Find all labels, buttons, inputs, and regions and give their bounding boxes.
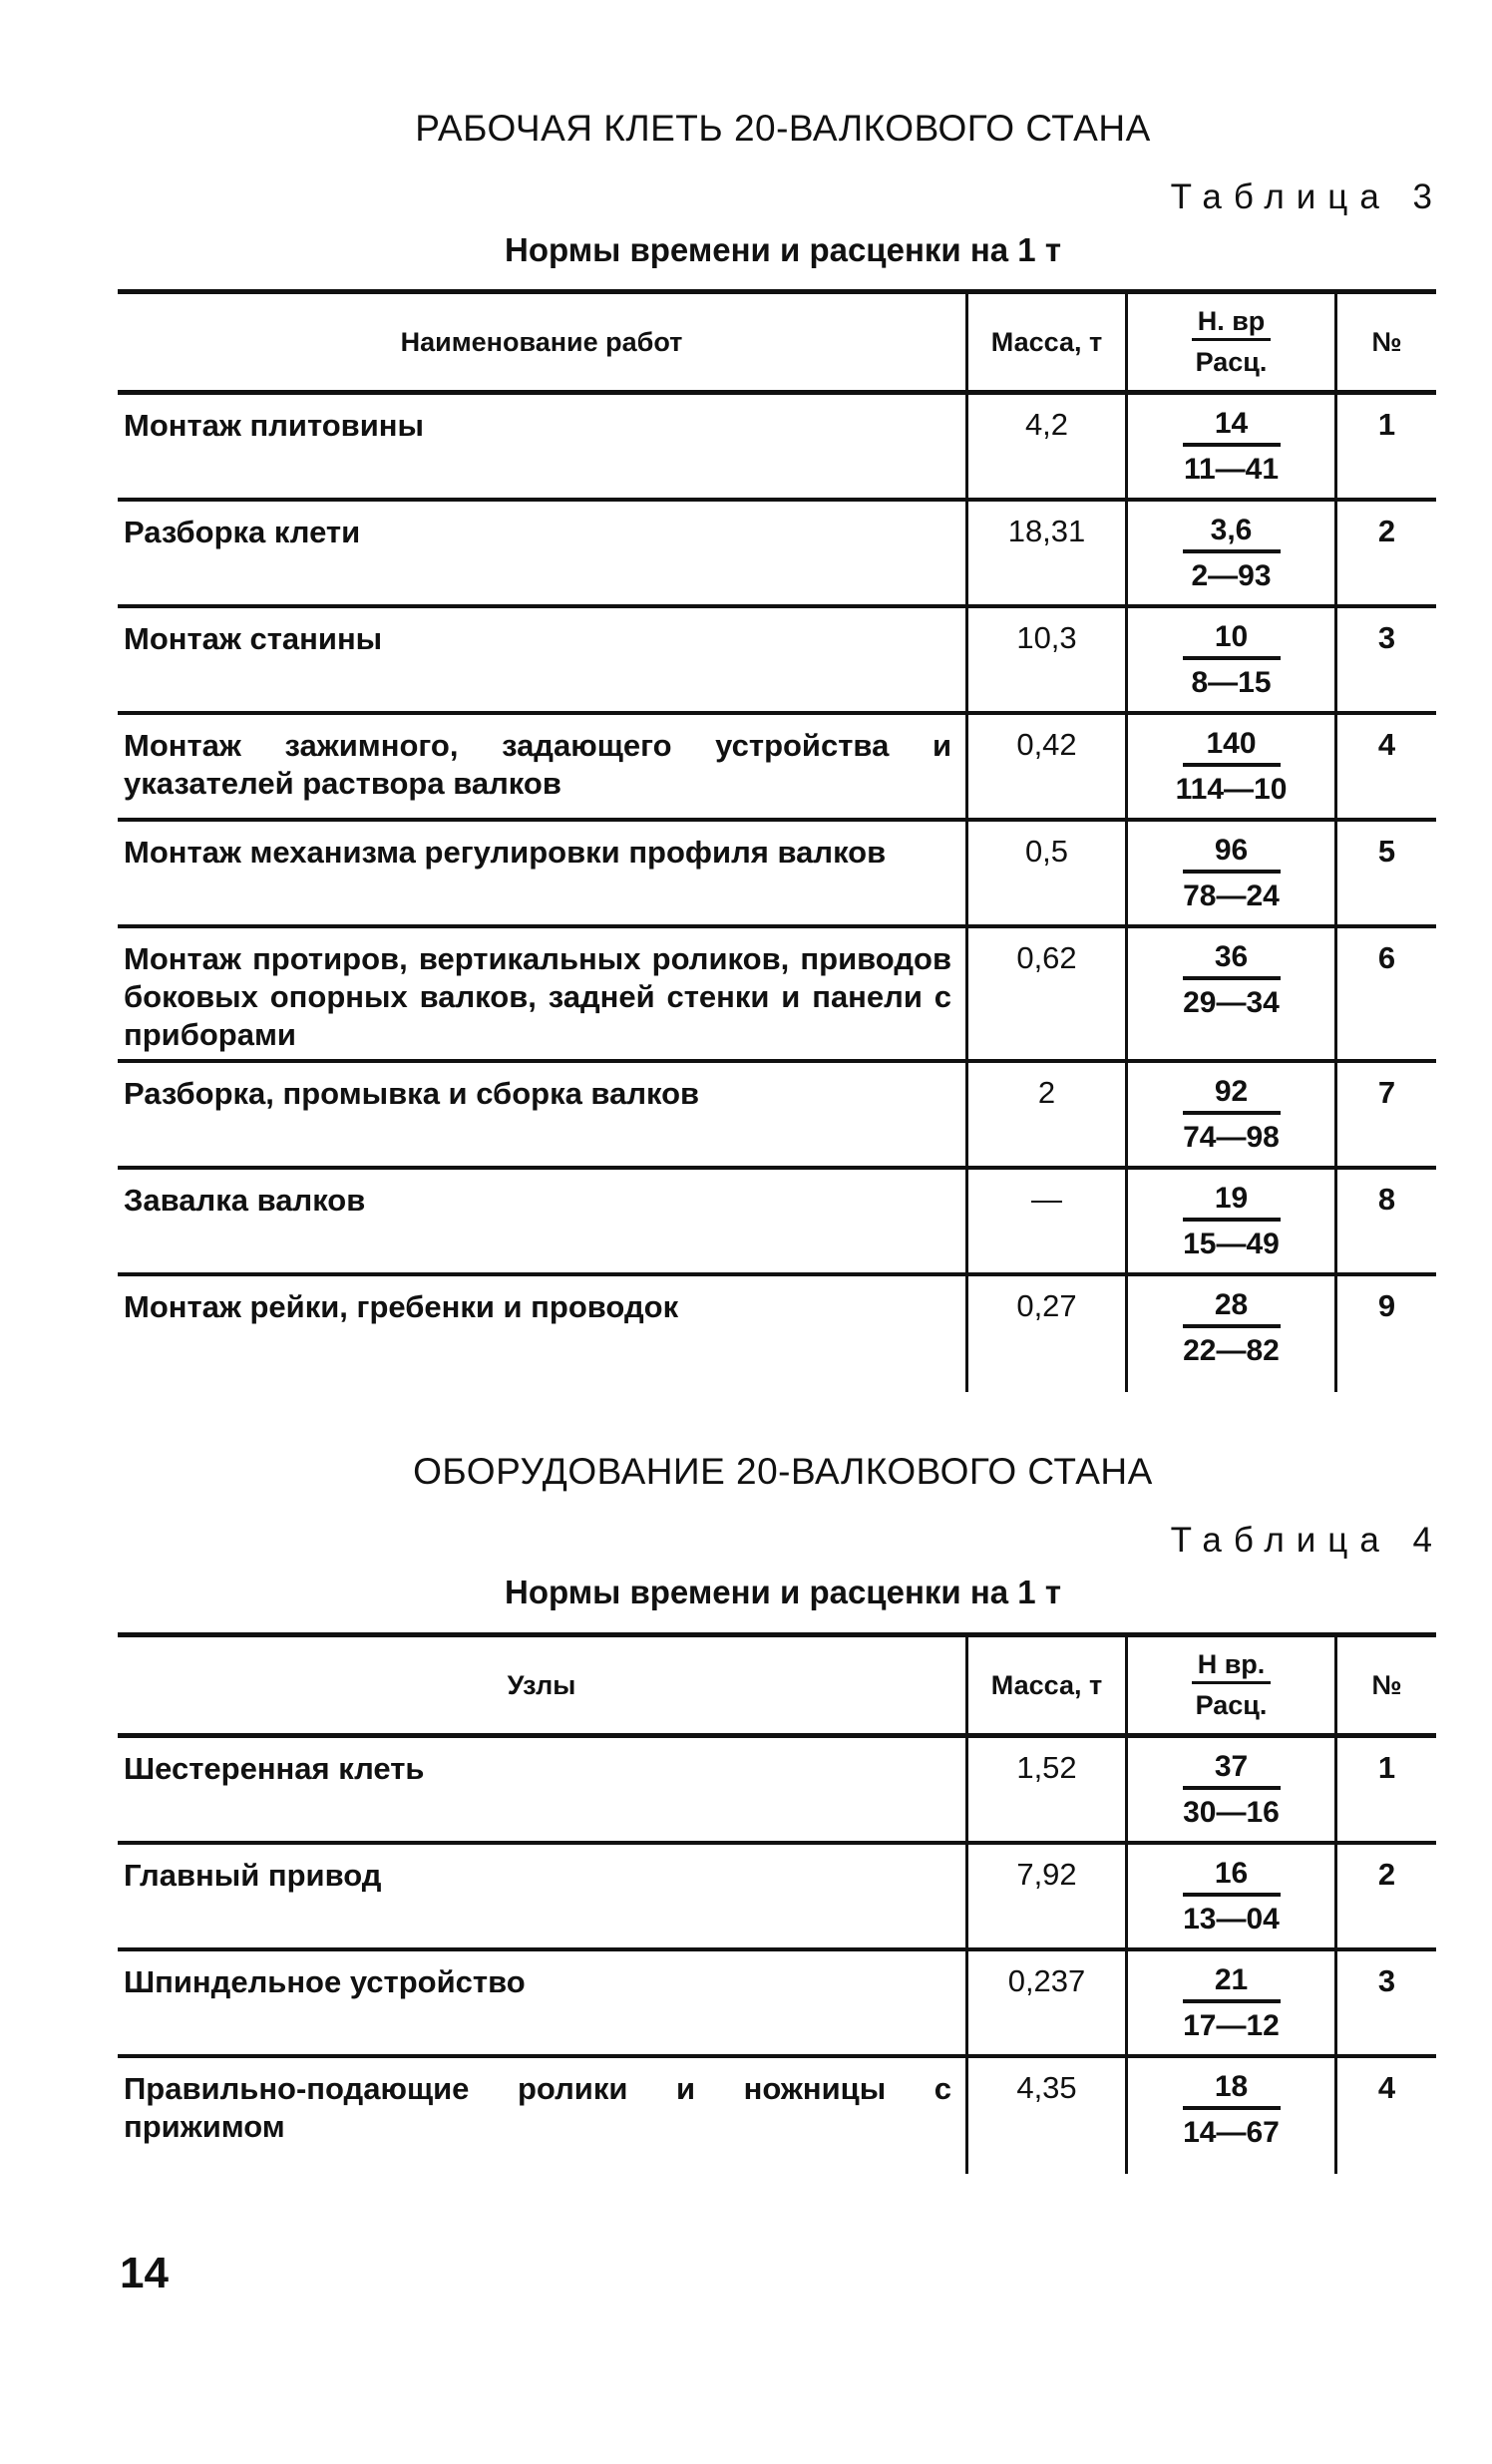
table-3-header [118,289,1436,395]
row-mass: 0,5 [965,822,1125,924]
row-number: 5 [1334,822,1436,924]
row-number: 8 [1334,1170,1436,1272]
row-norm-rate [1125,822,1334,924]
row-work-name: Монтаж механизма регулировки профиля валков [124,835,887,870]
row-norm-time: 36 [1183,938,1281,980]
row-work-name: Монтаж протиров, вертикальных роликов, приводов боковых опорных валков, задней стенки и панели с приборами [124,941,951,1052]
table-row [118,395,1436,502]
row-norm-rate [1125,2058,1334,2174]
row-norm-rate [1125,1276,1334,1392]
row-norm-rate [1125,1170,1334,1272]
header-number: № [1334,1637,1436,1733]
row-norm-rate [1125,1063,1334,1166]
table-row [118,1951,1436,2058]
section-title-equipment: ОБОРУДОВАНИЕ 20-ВАЛКОВОГО СТАНА [413,1451,1153,1492]
header-norm-rate [1125,1637,1334,1733]
table-4-subtitle: Нормы времени и расценки на 1 т [505,1574,1061,1610]
row-norm-time: 3,6 [1183,512,1281,553]
row-work-name: Монтаж рейки, гребенки и проводок [124,1289,679,1324]
page-number: 14 [120,2249,169,2297]
row-rate: 74—98 [1183,1121,1280,1154]
row-rate: 13—04 [1183,1903,1280,1936]
row-rate: 11—41 [1183,453,1280,486]
header-rate: Расц. [1195,1689,1268,1720]
row-number: 2 [1334,502,1436,604]
header-norm-time: Н вр. [1192,1647,1272,1684]
row-unit-name: Шпиндельное устройство [124,1964,526,1999]
row-number: 7 [1334,1063,1436,1166]
row-mass: 10,3 [965,608,1125,711]
row-number: 1 [1334,1738,1436,1841]
row-mass: 1,52 [965,1738,1125,1841]
section-title-work-stand: РАБОЧАЯ КЛЕТЬ 20-ВАЛКОВОГО СТАНА [415,108,1151,149]
header-number: № [1334,294,1436,390]
row-norm-time: 16 [1183,1855,1281,1897]
header-unit-name: Узлы [507,1669,576,1700]
row-rate: 8—15 [1191,666,1272,699]
row-work-name: Монтаж плитовины [124,408,424,443]
row-number: 1 [1334,395,1436,498]
table-row [118,1170,1436,1276]
row-norm-rate [1125,715,1334,818]
row-rate: 17—12 [1183,2009,1280,2042]
table-row [118,822,1436,928]
row-mass: 0,27 [965,1276,1125,1392]
row-number: 4 [1334,2058,1436,2174]
row-norm-time: 37 [1183,1748,1281,1790]
row-rate: 22—82 [1183,1334,1280,1367]
header-mass: Масса, т [965,294,1125,390]
row-number: 4 [1334,715,1436,818]
header-norm-time: Н. вр [1192,304,1272,341]
table-row [118,1276,1436,1392]
header-mass: Масса, т [965,1637,1125,1733]
row-norm-rate [1125,502,1334,604]
row-work-name: Разборка, промывка и сборка валков [124,1076,700,1111]
row-work-name: Монтаж зажимного, задающего устройства и указателей раствора валков [124,728,951,801]
table-3-subtitle: Нормы времени и расценки на 1 т [505,231,1061,268]
header-work-name: Наименование работ [400,326,683,357]
row-rate: 2—93 [1191,559,1272,592]
row-norm-time: 92 [1183,1073,1281,1115]
row-mass: 0,237 [965,1951,1125,2054]
row-mass: 0,62 [965,928,1125,1059]
row-mass: 2 [965,1063,1125,1166]
header-rate: Расц. [1195,346,1268,377]
row-mass: 7,92 [965,1845,1125,1947]
row-norm-time: 21 [1183,1961,1281,2003]
row-work-name: Монтаж станины [124,621,383,656]
row-norm-rate [1125,1845,1334,1947]
row-unit-name: Главный привод [124,1858,382,1893]
table-row [118,502,1436,608]
row-number: 3 [1334,608,1436,711]
table-3-label: Таблица 3 [1170,177,1444,216]
row-norm-rate [1125,1738,1334,1841]
header-norm-rate [1125,294,1334,390]
row-mass: 18,31 [965,502,1125,604]
table-4-label: Таблица 4 [1170,1521,1444,1560]
table-4 [118,1632,1436,2174]
row-norm-time: 14 [1183,405,1281,447]
row-norm-rate [1125,395,1334,498]
row-rate: 14—67 [1183,2116,1280,2149]
table-4-header [118,1632,1436,1738]
row-rate: 15—49 [1183,1228,1280,1260]
row-norm-time: 96 [1183,832,1281,874]
row-mass: — [965,1170,1125,1272]
row-work-name: Разборка клети [124,515,361,549]
row-norm-rate [1125,1951,1334,2054]
row-norm-time: 28 [1183,1286,1281,1328]
row-norm-time: 140 [1183,725,1281,767]
row-norm-rate [1125,928,1334,1059]
row-unit-name: Правильно-подающие ролики и ножницы с прижимом [124,2071,951,2144]
row-norm-rate [1125,608,1334,711]
row-number: 9 [1334,1276,1436,1392]
table-row [118,928,1436,1063]
row-rate: 78—24 [1183,880,1280,912]
row-number: 6 [1334,928,1436,1059]
row-unit-name: Шестеренная клеть [124,1751,425,1786]
table-row [118,1063,1436,1170]
row-rate: 29—34 [1183,986,1280,1019]
row-norm-time: 10 [1183,618,1281,660]
row-rate: 30—16 [1183,1796,1280,1829]
row-mass: 4,35 [965,2058,1125,2174]
table-row [118,608,1436,715]
row-mass: 0,42 [965,715,1125,818]
row-number: 3 [1334,1951,1436,2054]
table-row [118,2058,1436,2174]
row-work-name: Завалка валков [124,1183,366,1218]
table-row [118,1845,1436,1951]
row-mass: 4,2 [965,395,1125,498]
table-row [118,715,1436,822]
row-rate: 114—10 [1175,773,1288,806]
table-3 [118,289,1436,1392]
row-number: 2 [1334,1845,1436,1947]
row-norm-time: 18 [1183,2068,1281,2110]
table-row [118,1738,1436,1845]
row-norm-time: 19 [1183,1180,1281,1222]
